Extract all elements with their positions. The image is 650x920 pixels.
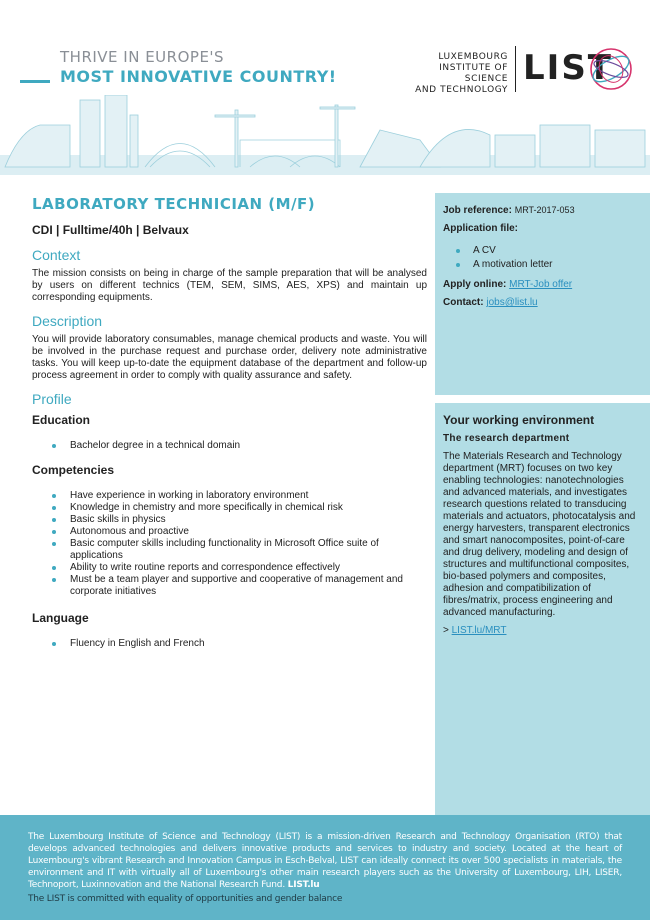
language-heading: Language — [32, 611, 89, 625]
job-meta: CDI | Fulltime/40h | Belvaux — [32, 223, 189, 237]
env-subtitle: The research department — [443, 433, 570, 444]
language-list — [32, 638, 427, 650]
job-description — [32, 194, 427, 650]
bullet-icon — [52, 494, 56, 498]
description-heading: Description — [32, 313, 103, 329]
context-heading: Context — [32, 247, 81, 263]
competencies-heading: Competencies — [32, 463, 115, 477]
footer-website: LIST.lu — [287, 880, 320, 890]
education-list — [32, 440, 427, 452]
department-link[interactable]: LIST.lu/MRT — [451, 625, 507, 636]
footer-about: The Luxembourg Institute of Science and Technology (LIST) is a mission-driven Research and Technology Organisation (RTO) that develops advanced technologies and delivers innovative products and services to industry and society. Located at the heart of Luxembourg's vibrant Research and Innovation Campus in Esch-Belval, LIST can ideally connect its over 500 specialists in materials, the environment and IT with virtually all of Luxembourg's other main research players such as the University of Luxembourg, LIH, LISER, Technoport, Luxinnovation and the National Research Fund. LIST.lu — [28, 832, 622, 890]
competencies-list — [32, 490, 427, 598]
bullet-icon — [52, 566, 56, 570]
bullet-icon — [456, 263, 460, 267]
list-item: A CV — [473, 244, 642, 258]
logo-wordmark: LIST — [523, 48, 613, 88]
bullet-icon — [52, 578, 56, 582]
description-text: You will provide laboratory consumables, manage chemical products and waste. You will be involved in the purchase request and purchase order, delivery note administrative tasks. You will keep up-to-date the equipment database of the department and follow-up process agreement in order to comply with quality assurance and safety. — [32, 334, 427, 381]
apply-online: Apply online: MRT-Job offer — [443, 279, 573, 290]
list-item: Bachelor degree in a technical domain — [70, 440, 427, 452]
list-item: A motivation letter — [473, 258, 642, 272]
footer-equality-note: The LIST is committed with equality of opportunities and gender balance — [28, 894, 343, 904]
list-item: Basic computer skills including functionality in Microsoft Office suite of applications — [70, 538, 427, 562]
list-item: Fluency in English and French — [70, 638, 427, 650]
context-text: The mission consists on being in charge of the sample preparation that will be analysed by users on different technics (TEM, SEM, SIMS, AES, XPS) and maintain up corresponding equipments. — [32, 268, 427, 303]
page-footer — [0, 815, 650, 920]
logo-divider — [515, 46, 516, 92]
bullet-icon — [456, 249, 460, 253]
env-text: The Materials Research and Technology department (MRT) focuses on two key enabling technologies: nanotechnologies and advanced materials, and investigates research questions related to transducing materials and actuators, photocatalysis and energy harvesters, transparent electronics and smart nanocomposites, point-of-care and drug delivery, modeling and design of structures and multifunctional composites, bio-based polymers and composites, adhesion and compatibilization of fibres/matrix, process engineering and advanced manufacturing. — [443, 451, 636, 618]
slogan-line1: THRIVE IN EUROPE'S — [60, 48, 225, 66]
env-link-row: > LIST.lu/MRT — [443, 625, 507, 636]
working-environment-box — [435, 403, 650, 815]
bullet-icon — [52, 518, 56, 522]
bullet-icon — [52, 506, 56, 510]
list-item: Basic skills in physics — [70, 514, 427, 526]
job-reference: Job reference: MRT-2017-053 — [443, 205, 575, 216]
list-logo — [405, 44, 635, 94]
institute-name: LUXEMBOURG INSTITUTE OF SCIENCE AND TECHNOLOGY — [415, 52, 508, 95]
slogan-line2: MOST INNOVATIVE COUNTRY! — [60, 67, 337, 86]
contact-email-link[interactable]: jobs@list.lu — [486, 297, 538, 308]
list-item: Ability to write routine reports and correspondence effectively — [70, 562, 427, 574]
page-header — [0, 0, 650, 178]
bullet-icon — [52, 542, 56, 546]
list-item: Knowledge in chemistry and more specifically in chemical risk — [70, 502, 427, 514]
profile-heading: Profile — [32, 391, 72, 407]
job-title: LABORATORY TECHNICIAN (M/F) — [32, 195, 316, 213]
apply-online-link[interactable]: MRT-Job offer — [509, 279, 573, 290]
slogan — [60, 48, 337, 87]
contact: Contact: jobs@list.lu — [443, 297, 538, 308]
skyline-illustration — [0, 95, 650, 175]
job-reference-value: MRT-2017-053 — [514, 205, 575, 215]
env-title: Your working environment — [443, 413, 595, 427]
bullet-icon — [52, 530, 56, 534]
bullet-icon — [52, 642, 56, 646]
list-item: Have experience in working in laboratory environment — [70, 490, 427, 502]
education-heading: Education — [32, 413, 91, 427]
application-file-list — [443, 244, 642, 272]
bullet-icon — [52, 444, 56, 448]
slogan-accent-bar — [20, 80, 50, 83]
application-info-box — [435, 193, 650, 395]
logo-swirl-icon — [588, 46, 634, 92]
list-item: Must be a team player and supportive and cooperative of management and corporate initiatives — [70, 574, 427, 598]
list-item: Autonomous and proactive — [70, 526, 427, 538]
application-file-label: Application file: — [443, 223, 518, 234]
